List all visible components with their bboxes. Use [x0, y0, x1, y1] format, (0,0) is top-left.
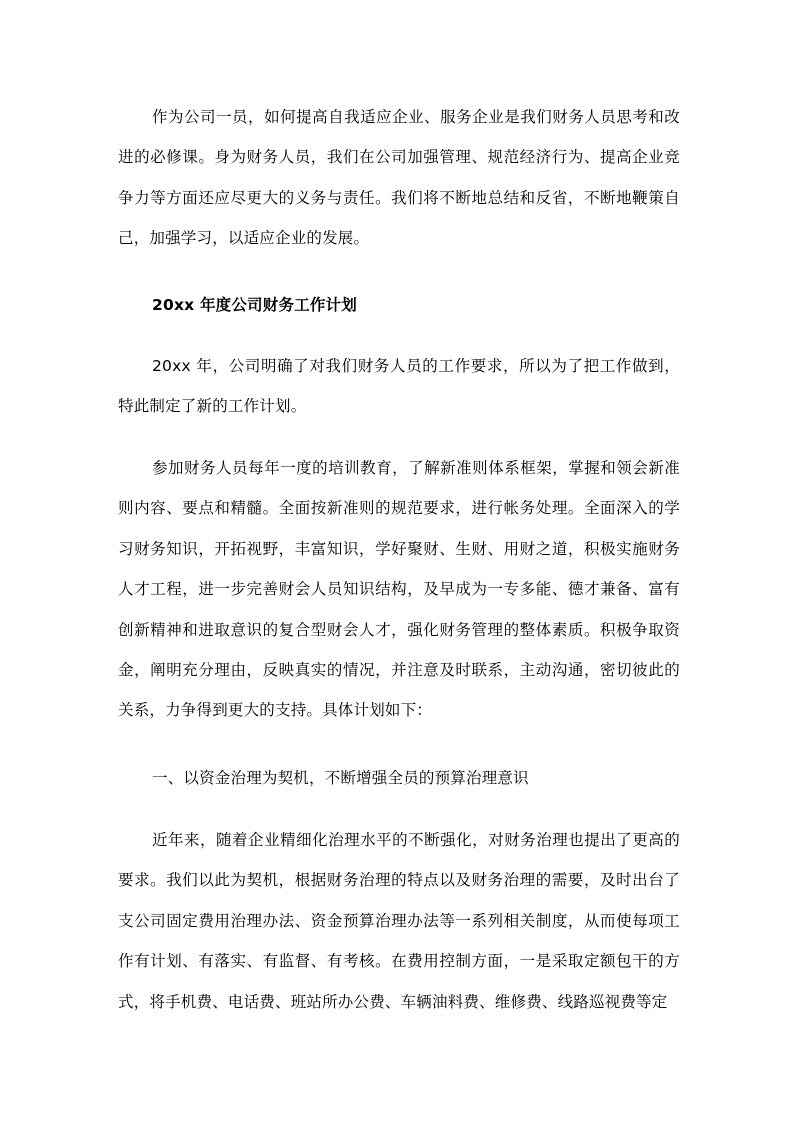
section-title: 20xx 年度公司财务工作计划	[152, 296, 357, 314]
subsection-heading: 一、以资金治理为契机，不断增强全员的预算治理意识	[152, 769, 529, 787]
intro-paragraph: 作为公司一员，如何提高自我适应企业、服务企业是我们财务人员思考和改进的必修课。身为财务人员，我们在公司加强管理、规范经济行为、提高企业竞争力等方面还应尽更大的义务与责任。我们将不断地总结和反省，不断地鞭策自己，加强学习，以适应企业的发展。	[118, 108, 680, 248]
training-paragraph: 参加财务人员每年一度的培训教育，了解新准则体系框架，掌握和领会新准则内容、要点和精髓。全面按新准则的规范要求，进行帐务处理。全面深入的学习财务知识，开拓视野，丰富知识，学好聚财、生财、用财之道，积极实施财务人才工程，进一步完善财会人员知识结构，及早成为一专多能、德才兼备、富有创新精神和进取意识的复合型财会人才，强化财务管理的整体素质。积极争取资金，阐明充分理由，反映真实的情况，并注意及时联系，主动沟通，密切彼此的关系，力争得到更大的支持。具体计划如下：	[118, 459, 680, 720]
plan-intro-paragraph: 20xx 年，公司明确了对我们财务人员的工作要求，所以为了把工作做到，特此制定了新的工作计划。	[118, 357, 680, 416]
budget-paragraph: 近年来，随着企业精细化治理水平的不断强化，对财务治理也提出了更高的要求。我们以此为契机，根据财务治理的特点以及财务治理的需要，及时出台了支公司固定费用治理办法、资金预算治理办法等一系列相关制度，从而使每项工作有计划、有落实、有监督、有考核。在费用控制方面，一是采取定额包干的方式，将手机费、电话费、班站所办公费、车辆油料费、维修费、线路巡视费等定	[118, 831, 680, 1011]
